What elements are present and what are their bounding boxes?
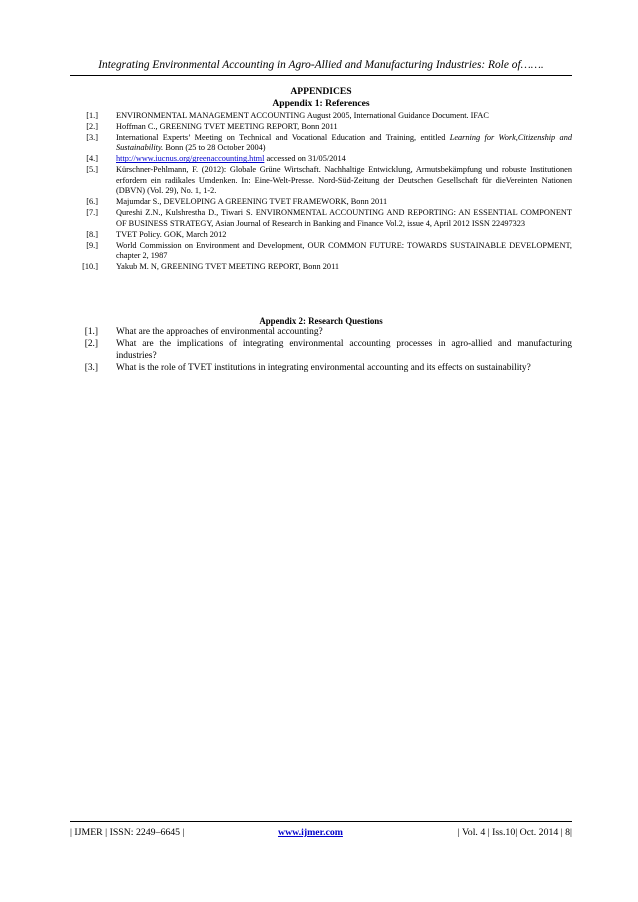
question-number: [2.]: [84, 339, 98, 350]
reference-item: [70, 262, 572, 272]
reference-list: [70, 111, 572, 273]
reference-item: [70, 111, 572, 121]
page-footer: [70, 826, 572, 840]
reference-text: [116, 133, 572, 154]
reference-number: [9.]: [86, 240, 98, 250]
reference-text: Qureshi Z.N., Kulshrestha D., Tiwari S. ENVIRONMENTAL ACCOUNTING AND REPORTING: AN ESSENTIAL COMPONENT OF BUSINESS STRATEGY, Asian Journal of Research in Banking and Finance Vol.2, issue 4, April 2012 ISSN 22497323: [116, 208, 572, 228]
reference-item: [70, 133, 572, 154]
question-text: What is the role of TVET institutions in integrating environmental accounting and its effects on sustainability?: [116, 362, 531, 373]
reference-number: [10.]: [82, 262, 98, 272]
reference-link[interactable]: http://www.iucnus.org/greenaccounting.html: [116, 154, 265, 164]
reference-text: ENVIRONMENTAL MANAGEMENT ACCOUNTING August 2005, International Guidance Document. IFAC: [116, 111, 489, 120]
footer-issue-info: | Vol. 4 | Iss.10| Oct. 2014 | 8|: [457, 827, 572, 838]
reference-text: TVET Policy. GOK, March 2012: [116, 229, 227, 239]
footer-rule: [70, 821, 572, 822]
reference-text: Majumdar S., DEVELOPING A GREENING TVET FRAMEWORK, Bonn 2011: [116, 197, 388, 207]
reference-number: [5.]: [86, 165, 98, 175]
question-text: What are the approaches of environmental accounting?: [116, 327, 323, 337]
reference-item: [70, 230, 572, 240]
reference-text: Hoffman C., GREENING TVET MEETING REPORT, Bonn 2011: [116, 122, 338, 131]
reference-item: [70, 197, 572, 207]
reference-item: [70, 241, 572, 262]
appendix2-title: Appendix 2: Research Questions: [259, 316, 383, 326]
appendices-title: APPENDICES: [290, 86, 352, 97]
reference-number: [3.]: [86, 133, 98, 142]
reference-number: [7.]: [86, 208, 98, 218]
reference-text: World Commission on Environment and Development, OUR COMMON FUTURE: TOWARDS SUSTAINABLE DEVELOPMENT, chapter 2, 1987: [116, 240, 572, 261]
question-number: [3.]: [84, 362, 98, 373]
research-question-list: [70, 327, 572, 375]
question-number: [1.]: [84, 327, 98, 337]
reference-text: [116, 154, 572, 164]
running-header: Integrating Environmental Accounting in Agro-Allied and Manufacturing Industries: Role of…….: [98, 59, 544, 71]
reference-text: Yakub M. N, GREENING TVET MEETING REPORT, Bonn 2011: [116, 262, 340, 272]
footer-website-link[interactable]: www.ijmer.com: [278, 827, 343, 838]
question-text: What are the implications of integrating environmental accounting processes in agro-allied and manufacturing industries?: [116, 339, 572, 361]
reference-number: [6.]: [86, 197, 98, 207]
reference-item: [70, 208, 572, 229]
footer-journal-info: | IJMER | ISSN: 2249–6645 |: [70, 827, 185, 838]
reference-text: Kürschner-Pehlmann, F. (2012): Globale Grüne Wirtschaft. Nachhaltige Entwicklung, Armutsbekämpfung und robuste Institutionen erfordern ein radikales Umdenken. In: Eine-Welt-Presse. Nord-Süd-Zeitung der Deutschen Gesellschaft für dieVereinten Nationen (DBVN) (Vol. 29), No. 1, 1-2.: [116, 165, 572, 196]
reference-text-part: accessed on 31/05/2014: [264, 154, 346, 164]
reference-text-part: International Experts’ Meeting on Technical and Vocational Education and Training, entitled: [116, 133, 450, 142]
reference-item: [70, 122, 572, 132]
reference-item: [70, 165, 572, 196]
reference-number: [1.]: [86, 111, 98, 120]
appendix1-title: Appendix 1: References: [272, 98, 370, 109]
reference-number: [2.]: [86, 122, 98, 131]
question-item: [70, 363, 572, 375]
question-item: [70, 339, 572, 362]
header-rule: [70, 75, 572, 76]
reference-item: [70, 154, 572, 164]
reference-number: [4.]: [86, 154, 98, 164]
question-item: [70, 327, 572, 339]
reference-number: [8.]: [86, 229, 98, 239]
reference-italic-title: Learning for Work,Citizenship and Sustainability.: [116, 133, 572, 153]
reference-text-part: Bonn (25 to 28 October 2004): [163, 143, 266, 153]
